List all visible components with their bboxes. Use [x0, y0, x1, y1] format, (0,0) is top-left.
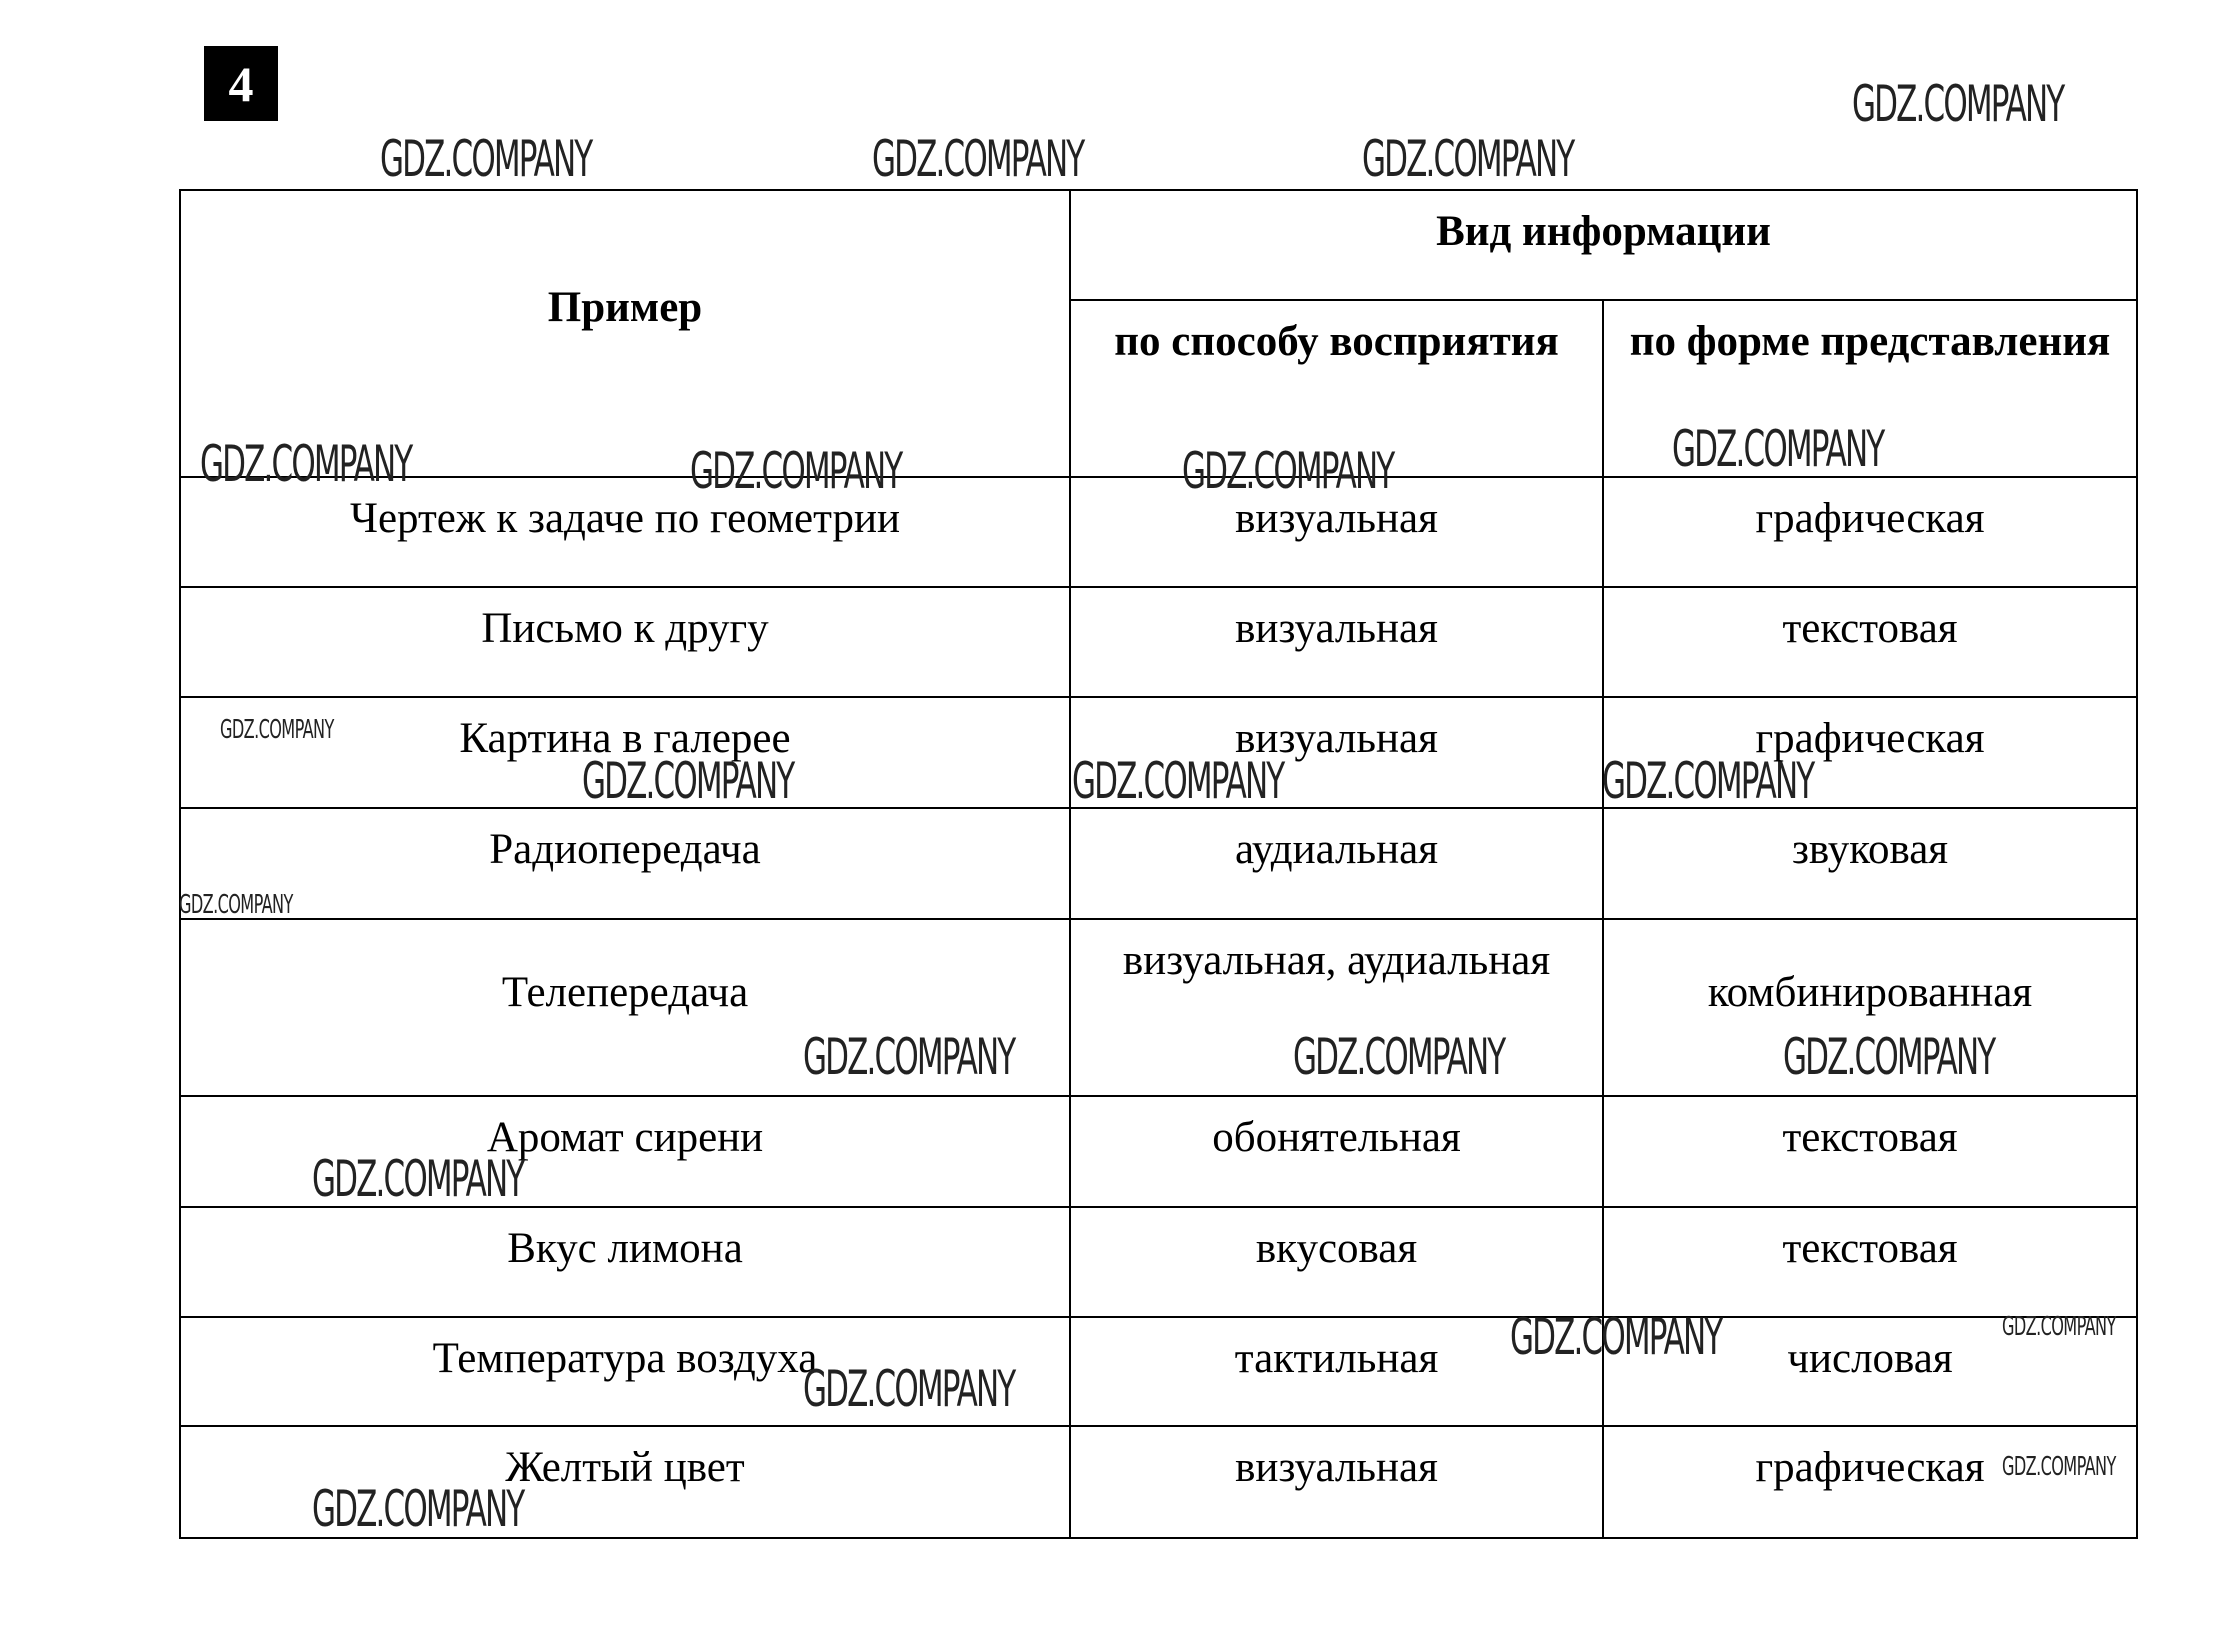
header-by-form: по форме представления [1603, 300, 2137, 477]
cell-form: текстовая [1603, 1207, 2137, 1317]
cell-example: Радиопередача [180, 808, 1070, 919]
header-by-perception: по способу восприятия [1070, 300, 1603, 477]
cell-perception: визуальная [1070, 587, 1603, 697]
cell-example: Чертеж к задаче по геометрии [180, 477, 1070, 587]
watermark: GDZ.COMPANY [2002, 1312, 2116, 1342]
information-types-table [179, 189, 2138, 1539]
cell-perception: вкусовая [1070, 1207, 1603, 1317]
watermark: GDZ.COMPANY [803, 1028, 1015, 1086]
watermark: GDZ.COMPANY [179, 890, 293, 920]
watermark: GDZ.COMPANY [1362, 130, 1574, 188]
cell-form: графическая [1603, 1426, 2137, 1538]
cell-perception: тактильная [1070, 1317, 1603, 1426]
cell-perception: аудиальная [1070, 808, 1603, 919]
cell-form: текстовая [1603, 587, 2137, 697]
watermark: GDZ.COMPANY [1852, 75, 2064, 133]
watermark: GDZ.COMPANY [220, 715, 334, 745]
header-example: Пример [180, 190, 1070, 477]
cell-example: Картина в галерее [180, 697, 1070, 808]
table-row [180, 697, 2137, 808]
watermark: GDZ.COMPANY [690, 442, 902, 500]
cell-example: Вкус лимона [180, 1207, 1070, 1317]
header-info-type: Вид информации [1070, 190, 2137, 300]
cell-form: графическая [1603, 697, 2137, 808]
table-row [180, 587, 2137, 697]
cell-form: числовая [1603, 1317, 2137, 1426]
cell-example: Письмо к другу [180, 587, 1070, 697]
table-row [180, 477, 2137, 587]
watermark: GDZ.COMPANY [1602, 752, 1814, 810]
table-row [180, 1317, 2137, 1426]
table-row [180, 1096, 2137, 1207]
watermark: GDZ.COMPANY [1072, 752, 1284, 810]
watermark: GDZ.COMPANY [2002, 1452, 2116, 1482]
cell-perception: визуальная [1070, 1426, 1603, 1538]
cell-perception: обонятельная [1070, 1096, 1603, 1207]
table-row [180, 919, 2137, 1096]
cell-perception: визуальная [1070, 477, 1603, 587]
table-row [180, 808, 2137, 919]
cell-example: Аромат сирени [180, 1096, 1070, 1207]
watermark: GDZ.COMPANY [380, 130, 592, 188]
table-row [180, 1207, 2137, 1317]
watermark: GDZ.COMPANY [582, 752, 794, 810]
cell-form: звуковая [1603, 808, 2137, 919]
watermark: GDZ.COMPANY [200, 435, 412, 493]
watermark: GDZ.COMPANY [872, 130, 1084, 188]
cell-form: графическая [1603, 477, 2137, 587]
table-row [180, 1426, 2137, 1538]
watermark: GDZ.COMPANY [312, 1150, 524, 1208]
cell-example: Телепередача [180, 919, 1070, 1096]
cell-perception: визуальная, аудиальная [1070, 919, 1603, 1096]
watermark: GDZ.COMPANY [1293, 1028, 1505, 1086]
task-number-badge: 4 [204, 46, 278, 121]
cell-perception: визуальная [1070, 697, 1603, 808]
watermark: GDZ.COMPANY [1783, 1028, 1995, 1086]
watermark: GDZ.COMPANY [312, 1480, 524, 1538]
watermark: GDZ.COMPANY [803, 1360, 1015, 1418]
watermark: GDZ.COMPANY [1672, 420, 1884, 478]
watermark: GDZ.COMPANY [1510, 1308, 1722, 1366]
cell-form: текстовая [1603, 1096, 2137, 1207]
watermark: GDZ.COMPANY [1182, 442, 1394, 500]
cell-form: комбинированная [1603, 919, 2137, 1096]
cell-example: Желтый цвет [180, 1426, 1070, 1538]
cell-example: Температура воздуха [180, 1317, 1070, 1426]
